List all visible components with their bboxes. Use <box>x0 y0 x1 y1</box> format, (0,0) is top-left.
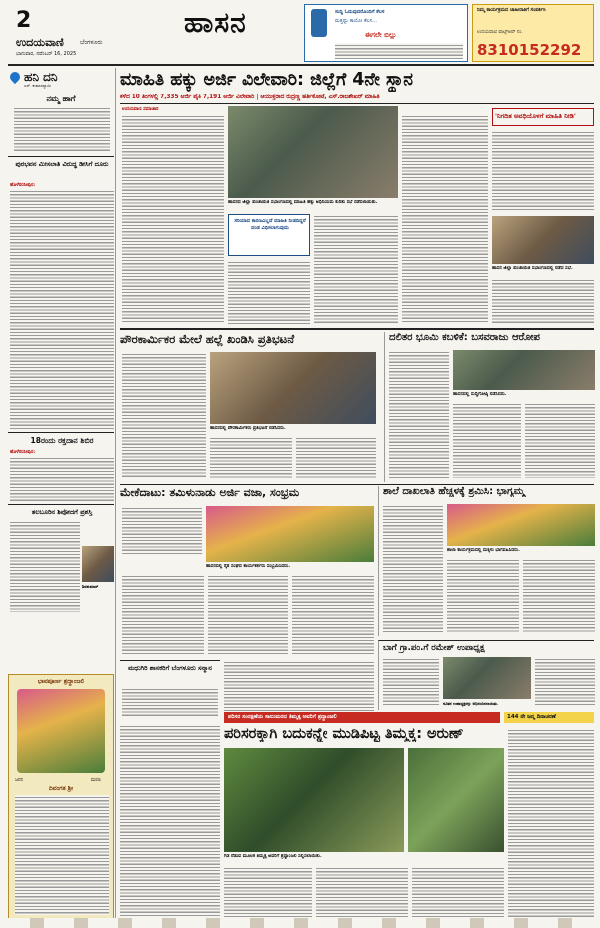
lead-col6 <box>492 278 594 324</box>
story4-col1 <box>383 504 443 632</box>
portrait-caption: ಶಿವಕುಮಾರ್ <box>82 584 99 589</box>
lead-subhead: ಕಳೆದ 10 ತಿಂಗಳಲ್ಲಿ 7,335 ಅರ್ಜಿ ಪೈಕಿ 7,191 ಅರ್ಜಿ ವಿಲೇವಾರಿ | ಆಯುಕ್ತರಾದ ರುದ್ರಣ್ಣ ಹರ್ತಿಕೋಟೆ, ಎಸ್.ರಾಜಶೇಖರ್ ಮಾಹಿತಿ <box>120 94 380 100</box>
story1-headline: ಪೌರಕಾರ್ಮಿಕರ ಮೇಲೆ ಹಲ್ಲೆ ಖಂಡಿಸಿ ಪ್ರತಿಭಟನೆ <box>120 332 295 346</box>
right-ad-top: ನಿಮ್ಮ ಕಾರ್ಯಕ್ರಮದ ಜಾಹೀರಾತಿಗೆ ಸಂಪರ್ಕಿಸಿ <box>477 8 546 13</box>
story-madhugiri <box>120 660 220 720</box>
story3-continued <box>224 660 374 714</box>
story7-col3 <box>412 866 504 918</box>
lead-col3 <box>314 214 398 324</box>
story2-col2 <box>453 402 521 478</box>
divider <box>8 504 114 505</box>
story3-photo <box>206 506 374 562</box>
pull-quote-box <box>228 214 310 256</box>
story3-col4 <box>292 574 374 654</box>
sidebar-item4-title: ತಲಬೂರಿನ ಶಿವೋದಗೆ ಪ್ರಶಸ್ತಿ <box>31 508 93 516</box>
lead-col2 <box>228 260 310 324</box>
story7-col2 <box>316 866 408 918</box>
sidebar-item1-title: ನಮ್ಮ ಹಾಗೆ <box>46 94 76 103</box>
story4-col3 <box>523 558 595 632</box>
story5-headline: ಬಾಗೆ ಗ್ರಾ.ಪಂ.ಗೆ ರಮೇಶ್ ಉಪಾಧ್ಯಕ್ಷ <box>383 643 485 653</box>
story2-photo <box>453 350 595 390</box>
story3-headline: ಮೇಕೆದಾಟು: ತಮಿಳುನಾಡು ಅರ್ಜಿ ವಜಾ, ಸಂಭ್ರಮ <box>120 486 300 499</box>
story7-col4 <box>508 728 594 918</box>
sidebar-item4-body <box>10 520 80 612</box>
story4-caption: ಶಾಲಾ ಕಾರ್ಯಕ್ರಮದಲ್ಲಿ ಮಕ್ಕಳು ಭಾಗವಹಿಸಿದರು. <box>447 548 520 553</box>
pull-quote: ಸರಿಯಾದ ಕಾರಣವಿಲ್ಲದೆ ಮಾಹಿತಿ ನೀಡದಿದ್ದರೆ ದಂಡ ವಿಧಿಸಲಾಗುವುದು <box>234 218 306 231</box>
center-ad-line3: ಈಗಲೇ ಬಿಲ್ಲು <box>365 31 397 39</box>
paper-name: ಉದಯವಾಣಿ <box>16 36 64 49</box>
tribute-born: ಜನನ <box>15 778 24 783</box>
tribute-name: ದಿವಂಗತ ಶ್ರೀ <box>48 785 74 792</box>
story-protest <box>120 332 378 482</box>
tribute-photo <box>17 689 105 773</box>
story1-col2 <box>210 436 292 478</box>
page-number: 2 <box>16 8 32 33</box>
date-line: ಭಾನುವಾರ, ನವೆಂಬರ್ 16, 2025 <box>16 51 77 57</box>
sidebar-item3-title: 18ರಂದು ರಕ್ತದಾನ ಶಿಬಿರ <box>30 436 94 445</box>
sidebar-item3-body <box>10 456 114 502</box>
right-ad-sub: ಉದಯವಾಣಿ ವಾಟ್ಸ್ಆಪ್ ನಂ. <box>477 30 523 35</box>
center-ad-text <box>335 43 463 59</box>
lead-dateline: ಉದಯವಾಣಿ ಸಮಾಚಾರ <box>122 107 159 112</box>
center-ad-line1: ಸುದ್ದಿ ಓದುವುದರೊಂದಿಗೆ ಕೆಲಸ <box>335 9 385 15</box>
story7-photo <box>224 748 404 852</box>
sidebar-item2-body <box>10 189 114 429</box>
lead-story <box>120 68 594 328</box>
side-photo-caption: ಹಾಸನ ಜಿಲ್ಲಾ ಪಂಚಾಯಿತಿ ಸಭಾಂಗಣದಲ್ಲಿ ನಡೆದ ಸಭೆ. <box>492 266 573 271</box>
side-heading: 'ನಿಗದಿತ ಅವಧಿಯೊಳಗೆ ಮಾಹಿತಿ ನೀಡಿ' <box>495 112 576 120</box>
right-ad <box>472 4 594 62</box>
center-ad <box>304 4 468 62</box>
story4-col2 <box>447 558 519 632</box>
sidebar-item2-title: ಪುರಭವನ ಮೀಸಲಾತಿ ವಿರುದ್ಧ ಡೀಸಿಗೆ ದೂರು <box>15 160 109 168</box>
story3-caption: ಹಾಸನದಲ್ಲಿ ರೈತ ಸಂಘದ ಕಾರ್ಯಕರ್ತರು ಸಂಭ್ರಮಿಸಿದರು. <box>206 564 291 569</box>
story-bage <box>378 640 594 710</box>
story7-kicker: ಪರಿಸರ ಸಂರಕ್ಷಣೆಯ ಸಾಲುಮರದ ತಿಮ್ಮಕ್ಕ ಅವರಿಗೆ ಶ್ರದ್ಧಾಂಜಲಿ <box>228 714 337 720</box>
tribute-body <box>15 795 109 915</box>
story2-col3 <box>525 402 595 478</box>
sidebar-brand-box <box>8 68 114 88</box>
sidebar-item2-dateline: ಹೊಳೆನರಸೀಪುರ: <box>10 183 36 188</box>
lead-photo-caption: ಹಾಸನದ ಜಿಲ್ಲಾ ಪಂಚಾಯಿತಿ ಸಭಾಂಗಣದಲ್ಲಿ ಮಾಹಿತಿ ಹಕ್ಕು ಅಧಿನಿಯಮ ಕುರಿತು ಸಭೆ ನಡೆಸಲಾಯಿತು. <box>228 200 378 205</box>
story7-tag: 144 ನೇ ಜನ್ಮ ದಿನಾಚರಣೆ <box>507 714 556 720</box>
section-rule <box>120 484 594 485</box>
side-heading-box <box>492 108 594 126</box>
story-land <box>384 332 594 482</box>
tribute-box <box>8 674 114 920</box>
story5-col1 <box>383 657 439 707</box>
story3-col1 <box>122 506 202 556</box>
story3-col2 <box>122 574 204 654</box>
tribute-header: ಭಾವಪೂರ್ಣ ಶ್ರದ್ಧಾಂಜಲಿ <box>37 678 85 685</box>
divider <box>8 156 114 157</box>
story2-caption: ಹಾಸನದಲ್ಲಿ ಸುದ್ದಿಗೋಷ್ಠಿ ನಡೆಸಿದರು. <box>453 392 507 397</box>
drop-icon <box>8 70 22 84</box>
story6-body <box>122 687 218 717</box>
masthead <box>0 0 600 68</box>
section-rule <box>120 328 594 330</box>
story1-photo <box>210 352 376 424</box>
registration-bar <box>0 918 600 928</box>
phone-icon <box>311 9 327 37</box>
sidebar-brand: ಹನಿ ದನಿ <box>24 70 58 84</box>
story5-col2 <box>535 657 595 707</box>
lead-headline: ಮಾಹಿತಿ ಹಕ್ಕು ಅರ್ಜಿ ವಿಲೇವಾರಿ: ಜಿಲ್ಲೆಗೆ 4ನೇ ಸ್ಥಾನ <box>120 70 413 90</box>
portrait-photo <box>82 546 114 582</box>
sidebar-brand-sub: ಎಸ್. ಕುಮಾರಸ್ವಾಮಿ <box>24 83 52 88</box>
story1-col1 <box>122 352 206 478</box>
story4-photo <box>447 504 595 546</box>
story5-caption: ನೂತನ ಉಪಾಧ್ಯಕ್ಷರನ್ನು ಅಭಿನಂದಿಸಲಾಯಿತು. <box>443 701 499 706</box>
story3-col3 <box>208 574 288 654</box>
story2-col1 <box>389 350 449 478</box>
right-ad-phone: 8310152292 <box>477 41 582 59</box>
story-mekedatu <box>120 486 374 656</box>
story7-caption: ಗಿಡ ನೆಡುವ ಮೂಲಕ ತಿಮ್ಮಕ್ಕ ಅವರಿಗೆ ಶ್ರದ್ಧಾಂಜಲಿ ಸಲ್ಲಿಸಲಾಯಿತು. <box>224 854 322 859</box>
sidebar <box>8 68 116 924</box>
lead-col5 <box>492 130 594 212</box>
city-edition: ಬೆಂಗಳೂರು <box>80 39 103 46</box>
story2-headline: ದಲಿತರ ಭೂಮಿ ಕಬಳಿಕೆ: ಬಸವರಾಜು ಆರೋಪ <box>389 332 540 343</box>
story6-continued <box>120 724 220 920</box>
side-photo <box>492 216 594 264</box>
story7-kicker-bar <box>224 712 500 723</box>
story7-col1 <box>224 866 312 918</box>
story1-col3 <box>296 436 376 478</box>
story5-photo <box>443 657 531 699</box>
center-ad-line2: ಮತ್ತಷ್ಟು ಕಾಯೋ ಕೆಲಸ... <box>335 18 377 24</box>
tribute-died: ಮರಣ <box>91 778 101 783</box>
story-school <box>378 486 594 636</box>
lead-photo <box>228 106 398 198</box>
divider <box>120 103 594 104</box>
story1-caption: ಹಾಸನದಲ್ಲಿ ಪೌರಕಾರ್ಮಿಕರು ಪ್ರತಿಭಟನೆ ನಡೆಸಿದರು. <box>210 426 286 431</box>
masthead-rule <box>8 64 594 66</box>
story4-headline: ಶಾಲೆ ದಾಖಲಾತಿ ಹೆಚ್ಚಳಕ್ಕೆ ಶ್ರಮಿಸಿ: ಭಾಗ್ಯಮ್ಮ <box>383 486 525 497</box>
story6-headline: ಮಧುಗಿರಿ ಶಾಸಕರಿಗೆ ಬೆಂಗಳೂರು ಸನ್ಮಾನ <box>128 664 212 672</box>
story7-photo2 <box>408 748 504 852</box>
sidebar-item1-body <box>14 106 110 152</box>
sidebar-item3-dateline: ಹೊಳೆನರಸೀಪುರ: <box>10 450 36 455</box>
story7-headline: ಪರಿಸರಕ್ಕಾಗಿ ಬದುಕನ್ನೇ ಮುಡಿಪಿಟ್ಟ ತಿಮ್ಮಕ್ಕ: ಅರುಣ್ <box>224 726 464 742</box>
section-title: ಹಾಸನ <box>184 6 247 39</box>
divider <box>8 432 114 433</box>
story-thimmakka <box>224 712 594 922</box>
lead-col1 <box>122 114 224 324</box>
lead-col4 <box>402 114 488 324</box>
story7-tag-box <box>504 712 594 723</box>
